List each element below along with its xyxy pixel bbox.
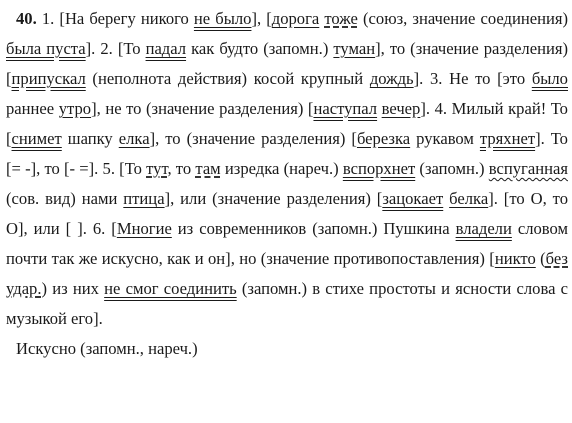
subject-word: дорога xyxy=(271,9,320,28)
predicate-word: тряхнет xyxy=(479,129,536,148)
predicate-word: была пуста xyxy=(6,39,86,58)
text-segment: ]. 2. [То xyxy=(85,39,146,58)
adverbial-word: там xyxy=(195,159,221,178)
text-segment: ], то (значение разделения) [ xyxy=(6,39,568,88)
subject-word: птица xyxy=(123,189,165,208)
predicate-word: не смог соединить xyxy=(104,279,237,298)
exercise-number: 40. xyxy=(16,9,37,28)
adverbial-word: тоже xyxy=(324,9,358,28)
text-segment: шапку xyxy=(61,129,119,148)
text-segment: ], [ xyxy=(251,9,272,28)
subject-word: белка xyxy=(449,189,489,208)
exercise-text xyxy=(6,9,568,328)
text-segment: 1. [ xyxy=(36,9,65,28)
predicate-word: вспорхнет xyxy=(342,159,416,178)
text-segment: (сов. вид) нами xyxy=(6,189,124,208)
text-segment: (запомн.) в стихе простоты и ясности слова с музыкой его]. xyxy=(6,279,568,328)
text-segment: раннее xyxy=(6,99,59,118)
predicate-word: припускал xyxy=(11,69,86,88)
predicate-word: зацокает xyxy=(382,189,444,208)
predicate-word: снимет xyxy=(11,129,62,148)
text-segment: ]. То [= -], то [- =]. 5. [То xyxy=(6,129,568,178)
subject-word: вечер xyxy=(381,99,421,118)
predicate-word: было xyxy=(531,69,568,88)
text-segment: (союз, значение соединения) xyxy=(357,9,568,28)
predicate-word: не было xyxy=(193,9,252,28)
subject-word: утро xyxy=(58,99,92,118)
text-segment: ]. 4. Милый край! То [ xyxy=(6,99,568,148)
text-segment: словом почти так же искусно, как и он], но (значение противопоставления) [ xyxy=(6,219,568,268)
exercise-paragraph xyxy=(6,4,568,334)
text-segment: , то xyxy=(167,159,196,178)
adverbial-word: без удар. xyxy=(6,249,568,298)
participle-word: вспуганная xyxy=(488,159,568,178)
text-segment: из современников (запомн.) Пушкина xyxy=(171,219,456,238)
text-segment: На берегу никого xyxy=(64,9,194,28)
subject-word: никто xyxy=(494,249,536,268)
footer-note: Искусно (запомн., нареч.) xyxy=(16,339,198,358)
text-segment: ]. [то О, то О], или [ ]. 6. [ xyxy=(6,189,568,238)
subject-word: Многие xyxy=(116,219,172,238)
predicate-word: падал xyxy=(145,39,187,58)
text-segment: ) из них xyxy=(41,279,105,298)
text-segment: ( xyxy=(535,249,546,268)
adverbial-word: тут xyxy=(146,159,168,178)
text-segment: (запомн.) xyxy=(415,159,489,178)
predicate-word: наступал xyxy=(313,99,378,118)
subject-word: туман xyxy=(333,39,376,58)
text-segment: (неполнота действия) косой крупный xyxy=(85,69,370,88)
text-segment: изредка (нареч.) xyxy=(220,159,343,178)
text-segment: ]. 3. Не то [это xyxy=(413,69,532,88)
text-segment: ], то (значение разделения) [ xyxy=(149,129,357,148)
subject-word: дождь xyxy=(369,69,414,88)
subject-word: елка xyxy=(118,129,150,148)
text-segment: ], не то (значение разделения) [ xyxy=(91,99,314,118)
text-segment: как будто (запомн.) xyxy=(186,39,334,58)
text-segment: рукавом xyxy=(410,129,480,148)
predicate-word: владели xyxy=(455,219,512,238)
subject-word: березка xyxy=(356,129,411,148)
text-segment: ], или (значение разделения) [ xyxy=(164,189,383,208)
